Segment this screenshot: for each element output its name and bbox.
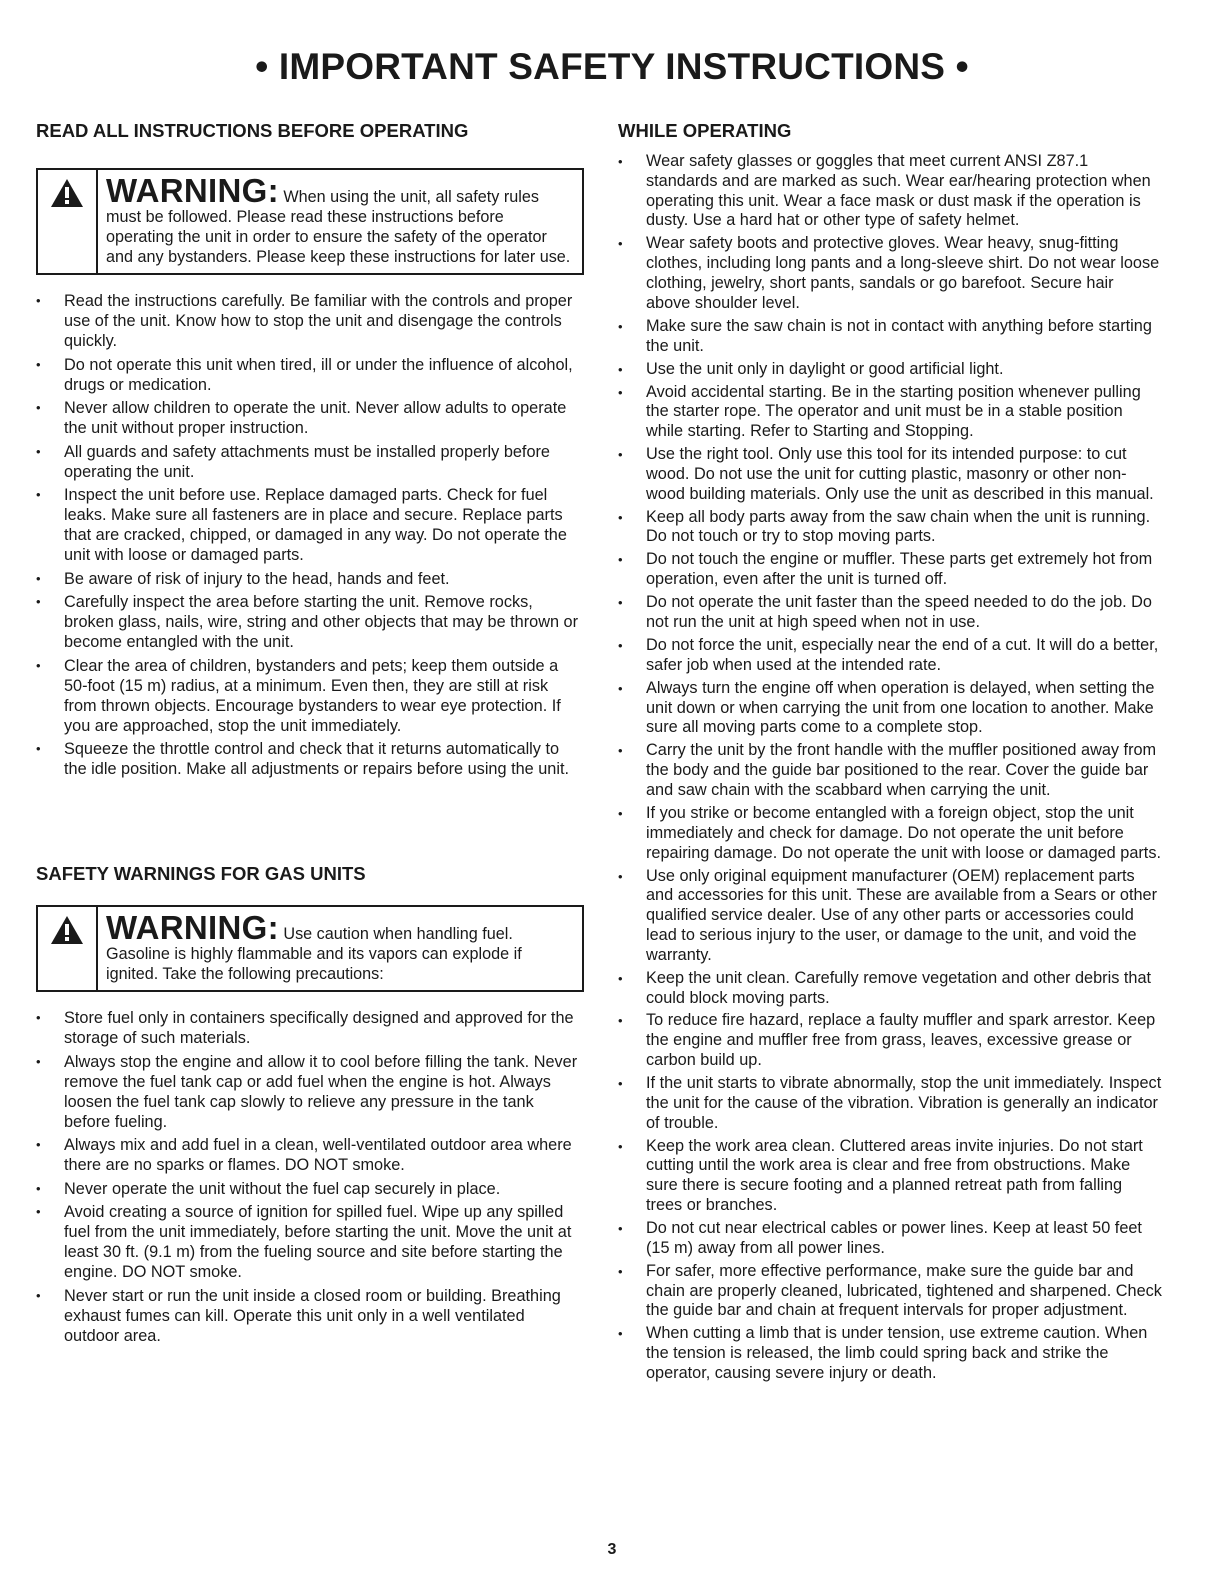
warning-lead: When using the unit, all safety rules <box>283 188 539 206</box>
list-item: • Do not cut near electrical cables or power lines. Keep at least 50 feet (15 m) away from all power lines. <box>618 1219 1162 1259</box>
list-item: • When cutting a limb that is under tension, use extreme caution. When the tension is released, the limb could spring back and strike the operator, causing severe injury or death. <box>618 1324 1162 1383</box>
warning-triangle-icon <box>50 178 84 213</box>
warning-body: must be followed. Please read these instructions before operating the unit in order to ensure the safety of the operator and any bystanders. Please keep these instructions for later use. <box>106 208 571 266</box>
list-while-operating <box>618 152 1162 1384</box>
right-column <box>618 120 1162 1387</box>
list-item: • Use only original equipment manufacturer (OEM) replacement parts and accessories for this unit. These are available from a Sears or other qualified service dealer. Use of any other parts or accessories could lead to serious injury to the user, or damage to the unit, and void the warranty. <box>618 867 1162 966</box>
list-item: • If the unit starts to vibrate abnormally, stop the unit immediately. Inspect the unit for the cause of the vibration. Vibration is generally an indicator of trouble. <box>618 1074 1162 1133</box>
list-item: • Make sure the saw chain is not in contact with anything before starting the unit. <box>618 317 1162 357</box>
warning-lead: Use caution when handling fuel. <box>283 925 513 943</box>
list-item: • Avoid accidental starting. Be in the starting position whenever pulling the starter rope. The operator and unit must be in a stable position while starting. Refer to Starting and Stopping. <box>618 383 1162 442</box>
warning-icon-cell <box>38 170 98 273</box>
warning-triangle-icon <box>50 915 84 950</box>
warning-word: WARNING: <box>106 172 279 209</box>
list-item: • Always stop the engine and allow it to cool before filling the tank. Never remove the fuel tank cap or add fuel when the engine is hot. Always loosen the fuel tank cap slowly to relieve any pressure in the tank before fueling. <box>36 1052 584 1132</box>
section-heading-while-operating: WHILE OPERATING <box>618 120 792 141</box>
warning-body: Gasoline is highly flammable and its vapors can explode if ignited. Take the following precautions: <box>106 945 522 983</box>
warning-box-fuel <box>36 905 584 992</box>
list-item: • Inspect the unit before use. Replace damaged parts. Check for fuel leaks. Make sure all fasteners are in place and secure. Replace parts that are cracked, chipped, or damaged in any way. Do not operate the unit with loose or damaged parts. <box>36 485 584 565</box>
list-item: • Do not force the unit, especially near the end of a cut. It will do a better, safer job when used at the intended rate. <box>618 636 1162 676</box>
list-item: • To reduce fire hazard, replace a faulty muffler and spark arrestor. Keep the engine and muffler free from grass, leaves, excessive grease or carbon build up. <box>618 1011 1162 1070</box>
list-item: • Keep the work area clean. Cluttered areas invite injuries. Do not start cutting until the work area is clear and free from obstructions. Make sure there is secure footing and a planned retreat path from falling trees or branches. <box>618 1137 1162 1216</box>
left-column <box>36 120 584 1349</box>
section-heading-read-instructions: READ ALL INSTRUCTIONS BEFORE OPERATING <box>36 120 469 141</box>
warning-word: WARNING: <box>106 909 279 946</box>
page-title: • IMPORTANT SAFETY INSTRUCTIONS • <box>255 46 969 87</box>
list-item: • Never operate the unit without the fuel cap securely in place. <box>36 1179 584 1199</box>
page-number: 3 <box>607 1541 617 1558</box>
list-item: • Do not operate the unit faster than the speed needed to do the job. Do not run the unit at high speed when not in use. <box>618 593 1162 633</box>
list-item: • Carry the unit by the front handle with the muffler positioned away from the body and the guide bar positioned to the rear. Cover the guide bar and saw chain with the scabbard when carrying the unit. <box>618 741 1162 800</box>
list-item: • If you strike or become entangled with a foreign object, stop the unit immediately and check for damage. Do not operate the unit before repairing damage. Do not operate the unit with loose or damaged parts. <box>618 804 1162 863</box>
list-item: • Store fuel only in containers specifically designed and approved for the storage of such materials. <box>36 1008 584 1048</box>
list-item: • Wear safety boots and protective gloves. Wear heavy, snug-fitting clothes, including long pants and a long-sleeve shirt. Do not wear loose clothing, jewelry, short pants, sandals or go barefoot. Secure hair above shoulder level. <box>618 234 1162 313</box>
warning-text-fuel <box>98 907 582 990</box>
list-item: • Always mix and add fuel in a clean, well-ventilated outdoor area where there are no sparks or flames. DO NOT smoke. <box>36 1135 584 1175</box>
list-item: • Carefully inspect the area before starting the unit. Remove rocks, broken glass, nails, wire, string and other objects that may be thrown or become entangled with the unit. <box>36 592 584 652</box>
list-item: • Keep the unit clean. Carefully remove vegetation and other debris that could block moving parts. <box>618 969 1162 1009</box>
warning-icon-cell <box>38 907 98 990</box>
list-item: • Avoid creating a source of ignition for spilled fuel. Wipe up any spilled fuel from the unit immediately, before starting the unit. Move the unit at least 30 ft. (9.1 m) from the fueling source and site before starting the engine. DO NOT smoke. <box>36 1202 584 1282</box>
list-item: • Use the unit only in daylight or good artificial light. <box>618 360 1162 380</box>
list-item: • Do not touch the engine or muffler. These parts get extremely hot from operation, even after the unit is turned off. <box>618 550 1162 590</box>
section-heading-gas-units: SAFETY WARNINGS FOR GAS UNITS <box>36 863 366 884</box>
list-item: • Clear the area of children, bystanders and pets; keep them outside a 50-foot (15 m) radius, at a minimum. Even then, they are still at risk from thrown objects. Encourage bystanders to wear eye protection. If you are approached, stop the unit immediately. <box>36 656 584 736</box>
warning-text-general <box>98 170 582 273</box>
list-item: • Wear safety glasses or goggles that meet current ANSI Z87.1 standards and are marked as such. Wear ear/hearing protection when operating this unit. Wear a face mask or dust mask if the operation is dusty. Use a hard hat or other type of safety helmet. <box>618 152 1162 231</box>
list-item: • Keep all body parts away from the saw chain when the unit is running. Do not touch or try to stop moving parts. <box>618 508 1162 548</box>
warning-box-general <box>36 168 584 275</box>
list-item: • Never start or run the unit inside a closed room or building. Breathing exhaust fumes can kill. Operate this unit only in a well ventilated outdoor area. <box>36 1286 584 1346</box>
list-gas-units <box>36 1008 584 1346</box>
list-item: • Squeeze the throttle control and check that it returns automatically to the idle position. Make all adjustments or repairs before using the unit. <box>36 739 584 779</box>
list-before-operating <box>36 291 584 779</box>
list-item: • All guards and safety attachments must be installed properly before operating the unit. <box>36 442 584 482</box>
list-item: • Read the instructions carefully. Be familiar with the controls and proper use of the unit. Know how to stop the unit and disengage the controls quickly. <box>36 291 584 351</box>
list-item: • Be aware of risk of injury to the head, hands and feet. <box>36 569 584 589</box>
list-item: • Never allow children to operate the unit. Never allow adults to operate the unit without proper instruction. <box>36 398 584 438</box>
list-item: • Do not operate this unit when tired, ill or under the influence of alcohol, drugs or medication. <box>36 355 584 395</box>
list-item: • Always turn the engine off when operation is delayed, when setting the unit down or when carrying the unit from one location to another. Make sure all moving parts come to a complete stop. <box>618 679 1162 738</box>
list-item: • Use the right tool. Only use this tool for its intended purpose: to cut wood. Do not use the unit for cutting plastic, masonry or other non-wood building materials. Only use the unit as described in this manual. <box>618 445 1162 504</box>
list-item: • For safer, more effective performance, make sure the guide bar and chain are properly cleaned, lubricated, tightened and sharpened. Check the guide bar and chain at frequent intervals for proper adjustment. <box>618 1262 1162 1321</box>
